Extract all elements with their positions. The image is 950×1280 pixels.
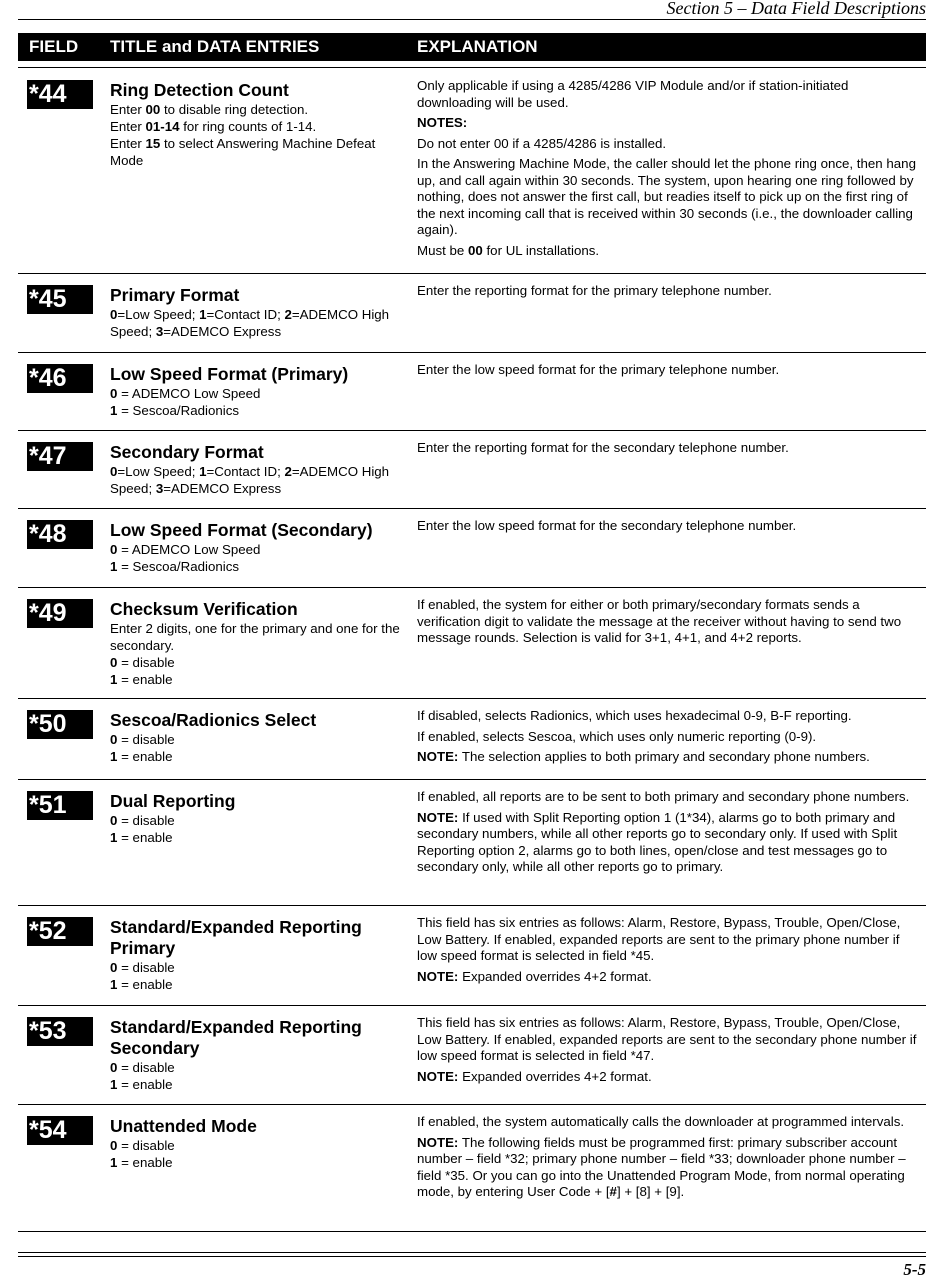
bold-text: 0 [110,1060,118,1075]
text: Enter [110,119,146,134]
field-title-entries [110,791,400,846]
text: for ring counts of 1-14. [179,119,317,134]
field-explanation [417,789,917,880]
field-row [18,508,926,588]
text: Enter the low speed format for the secondary telephone number. [417,518,797,533]
text: Enter the low speed format for the primary telephone number. [417,362,780,377]
text: In the Answering Machine Mode, the caller should let the phone ring once, then hang up, and call again within 30 seconds. The system, upon hearing one ring followed by nothing, does not answer the first call, but readies itself to pick up on the first ring of the next incoming call that is received within 30 seconds (i.e., the downloader calling again). [417,156,916,237]
field-row [18,430,926,509]
field-explanation [417,708,917,770]
field-explanation [417,78,917,263]
field-explanation [417,915,917,989]
table-header [18,33,926,61]
explanation-paragraph [417,915,917,965]
text: =Contact ID; [206,464,285,479]
text: The following fields must be programmed first: primary subscriber account number – field *32; primary phone number – field *33; downloader phone number – field *35. Or you can go into the Unattended Program Mode, from normal operating mode, by entering User Code + [ [417,1134,906,1199]
field-title-entries [110,710,400,765]
field-number-badge: *54 [27,1116,93,1145]
bold-text: 1 [110,559,118,574]
field-explanation [417,597,917,651]
data-entry-line [110,654,400,671]
field-number-badge: *48 [27,520,93,549]
text: = ADEMCO Low Speed [117,386,261,401]
data-entry-line [110,463,400,497]
field-number-badge: *45 [27,285,93,314]
bold-text: 00 [468,242,483,258]
text: Enter [110,136,146,151]
bold-text: 15 [145,136,161,151]
text: =ADEMCO Express [163,481,282,496]
field-explanation [417,283,917,304]
top-rule [18,19,926,20]
data-entry-line [110,1076,400,1093]
bold-text: 0 [110,1138,118,1153]
text: If enabled, selects Sescoa, which uses only numeric reporting (0-9). [417,728,817,744]
field-title-entries [110,917,400,993]
field-explanation [417,362,917,383]
field-row [18,1005,926,1105]
text: This field has six entries as follows: Alarm, Restore, Bypass, Trouble, Open/Close, Low Battery. If enabled, expanded reports are sent to the primary phone number if low speed format is selected in field *45. [417,915,901,963]
text: =Low Speed; [117,464,200,479]
field-title: Dual Reporting [110,791,236,811]
text: = disable [117,960,175,975]
field-title-entries [110,80,400,169]
field-row [18,587,926,699]
explanation-paragraph [417,1069,917,1086]
field-title-entries [110,520,400,575]
field-number-badge: *46 [27,364,93,393]
field-title-entries [110,364,400,419]
explanation-paragraph [417,78,917,111]
data-entry-line [110,101,400,118]
text: =ADEMCO Express [163,324,282,339]
text: =ADEMCO High Speed; [110,464,390,496]
field-row [18,1104,926,1232]
explanation-paragraph [417,362,917,379]
text: = enable [117,749,173,764]
field-title: Primary Format [110,285,240,305]
explanation-paragraph [417,729,917,746]
text: = enable [117,1077,173,1092]
text: = enable [117,1155,173,1170]
field-title-entries [110,1116,400,1171]
bottom-rule [18,1252,926,1253]
explanation-paragraph [417,789,917,806]
text: = disable [117,732,175,747]
text: =ADEMCO High Speed; [110,307,390,339]
field-explanation [417,1015,917,1089]
text: Enter the reporting format for the primary telephone number. [417,283,772,298]
bold-text: # [609,1184,617,1199]
data-entry-line [110,976,400,993]
text: If enabled, all reports are to be sent to both primary and secondary phone numbers. [417,789,910,804]
bold-text: 00 [145,102,161,117]
bold-text: 0 [110,655,118,670]
explanation-paragraph [417,156,917,239]
field-row [18,779,926,906]
bold-text: 3 [155,324,164,339]
text: = Sescoa/Radionics [117,559,239,574]
data-entry-line [110,959,400,976]
data-entry-line [110,1154,400,1171]
text: Do not enter 00 if a 4285/4286 is installed. [417,135,667,151]
data-entry-line [110,748,400,765]
explanation-paragraph [417,708,917,725]
text: = disable [117,1060,175,1075]
field-title: Low Speed Format (Primary) [110,364,349,384]
bold-text: NOTE: [417,1068,459,1084]
bold-text: 1 [110,403,118,418]
text: = disable [117,813,175,828]
data-entry-line [110,812,400,829]
field-title: Low Speed Format (Secondary) [110,520,373,540]
text: =Low Speed; [117,307,200,322]
explanation-paragraph [417,749,917,766]
text: = disable [117,655,175,670]
field-number-badge: *50 [27,710,93,739]
explanation-paragraph [417,1114,917,1131]
data-entry-line [110,731,400,748]
bottom-rule-thin [18,1256,926,1257]
explanation-paragraph [417,1015,917,1065]
data-entry-line [110,1059,400,1076]
field-number-badge: *52 [27,917,93,946]
bold-text: 0 [110,813,118,828]
bold-text: 0 [110,307,118,322]
text: = enable [117,977,173,992]
bold-text: 1 [199,307,207,322]
text: ] + [8] + [9]. [616,1184,685,1199]
bold-text: NOTE: [417,749,459,764]
section-title: Section 5 – Data Field Descriptions [666,0,926,18]
data-entry-line [110,558,400,575]
explanation-paragraph [417,969,917,986]
explanation-paragraph [417,440,917,457]
text: Must be [417,242,468,258]
text: The selection applies to both primary and secondary phone numbers. [458,749,870,764]
text: If used with Split Reporting option 1 (1*34), alarms go to both primary and secondary numbers, while all other reports go to secondary only. If used with Split Reporting option 2, alarms go to both lines, open/close and test messages go to secondary only, while all other reports go to primary. [417,809,898,874]
field-title: Unattended Mode [110,1116,257,1136]
text: Enter the reporting format for the secondary telephone number. [417,440,789,455]
text: Expanded overrides 4+2 format. [458,968,652,984]
data-entry-line [110,402,400,419]
field-title: Sescoa/Radionics Select [110,710,317,730]
text: to select Answering Machine Defeat Mode [110,136,376,168]
text: =Contact ID; [206,307,285,322]
text: for UL installations. [482,242,600,258]
bold-text: 1 [199,464,207,479]
field-number-badge: *53 [27,1017,93,1046]
bold-text: 01-14 [145,119,180,134]
data-entry-line [110,671,400,688]
field-explanation [417,1114,917,1205]
explanation-paragraph [417,115,917,132]
bold-text: NOTES: [417,115,468,130]
data-entry-line [110,135,400,169]
field-title: Secondary Format [110,442,264,462]
bold-text: 1 [110,672,118,687]
header-explanation: EXPLANATION [417,37,538,56]
bold-text: 0 [110,464,118,479]
header-field: FIELD [29,37,79,56]
explanation-paragraph [417,810,917,876]
text: This field has six entries as follows: Alarm, Restore, Bypass, Trouble, Open/Close, Low Battery. If enabled, expanded reports are sent to the secondary phone number if low speed format is selected in field *47. [417,1015,917,1063]
bold-text: 0 [110,960,118,975]
field-title-entries [110,1017,400,1093]
text: Only applicable if using a 4285/4286 VIP Module and/or if station-initiated downloading will be used. [417,78,849,110]
field-title: Checksum Verification [110,599,298,619]
field-number-badge: *47 [27,442,93,471]
field-title: Ring Detection Count [110,80,289,100]
text: If enabled, the system for either or both primary/secondary formats sends a verification digit to validate the message at the receiver without having to send two message rounds. Selection is valid for 3+1, 4+1, and 4+2 reports. [417,597,902,645]
page-number: 5-5 [903,1260,926,1279]
data-entry-line [110,620,400,654]
text: If disabled, selects Radionics, which uses hexadecimal 0-9, B-F reporting. [417,708,852,723]
bold-text: 2 [284,307,292,322]
field-number-badge: *51 [27,791,93,820]
bold-text: 1 [110,1155,118,1170]
data-entry-line [110,541,400,558]
bold-text: 1 [110,977,118,992]
bold-text: 0 [110,542,118,557]
field-title-entries [110,599,400,688]
explanation-paragraph [417,243,917,260]
bold-text: 0 [110,732,118,747]
field-title-entries [110,442,400,497]
text: Expanded overrides 4+2 format. [458,1068,652,1084]
header-title: TITLE and DATA ENTRIES [110,37,320,56]
bold-text: NOTE: [417,1134,459,1150]
field-number-badge: *44 [27,80,93,109]
bold-text: NOTE: [417,809,459,825]
explanation-paragraph [417,136,917,153]
text: to disable ring detection. [160,102,309,117]
bold-text: 1 [110,830,118,845]
explanation-paragraph [417,597,917,647]
data-entry-line [110,385,400,402]
text: If enabled, the system automatically calls the downloader at programmed intervals. [417,1114,905,1129]
text: = Sescoa/Radionics [117,403,239,418]
bold-text: 1 [110,1077,118,1092]
bold-text: NOTE: [417,968,459,984]
field-explanation [417,440,917,461]
text: Enter 2 digits, one for the primary and one for the secondary. [110,621,400,653]
data-entry-line [110,1137,400,1154]
field-row [18,698,926,780]
field-number-badge: *49 [27,599,93,628]
explanation-paragraph [417,1135,917,1201]
bold-text: 0 [110,386,118,401]
explanation-paragraph [417,518,917,535]
bold-text: 3 [155,481,164,496]
bold-text: 2 [284,464,292,479]
field-row [18,352,926,431]
bold-text: 1 [110,749,118,764]
explanation-paragraph [417,283,917,300]
field-title-entries [110,285,400,340]
data-entry-line [110,118,400,135]
text: = enable [117,830,173,845]
field-row [18,273,926,353]
data-entry-line [110,829,400,846]
data-entry-line [110,306,400,340]
text: = ADEMCO Low Speed [117,542,261,557]
field-title: Standard/Expanded Reporting Primary [110,917,362,958]
text: = disable [117,1138,175,1153]
field-title: Standard/Expanded Reporting Secondary [110,1017,362,1058]
field-explanation [417,518,917,539]
field-row [18,905,926,1006]
text: Enter [110,102,146,117]
field-row [18,68,926,274]
text: = enable [117,672,173,687]
